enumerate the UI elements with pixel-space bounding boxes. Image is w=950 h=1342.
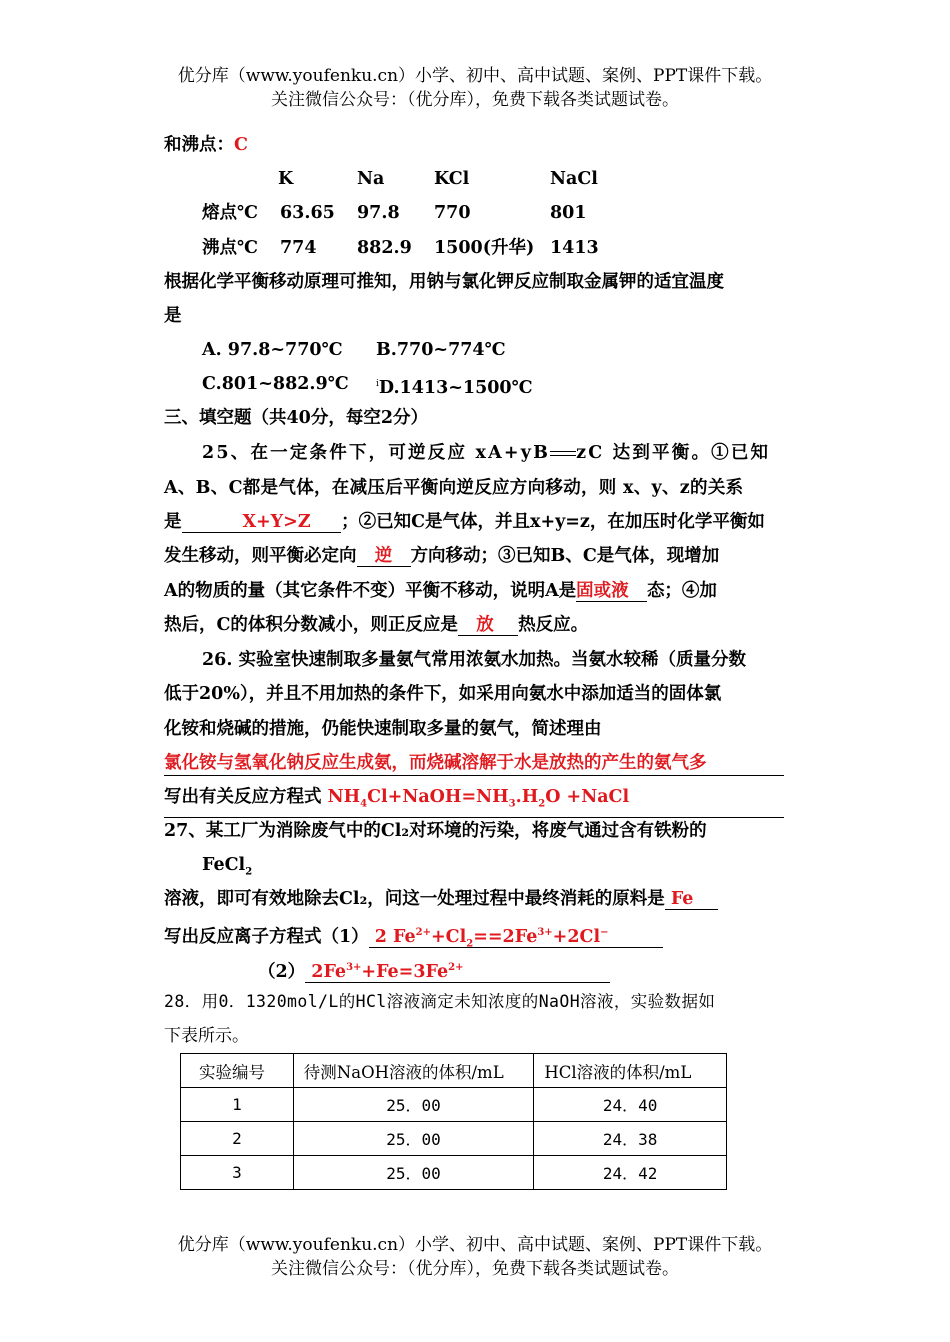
page-footer-line2: 关注微信公众号：（优分库），免费下载各类试题试卷。: [271, 1259, 679, 1279]
q27-line1: 27、某工厂为消除废气中的Cl₂对环境的污染，将废气通过含有铁粉的: [164, 821, 707, 841]
q26-eq-part2: Cl+NaOH=NH: [367, 787, 509, 807]
q25-line6-b: 热反应。: [518, 615, 589, 635]
q27-fecl-sub: 2: [245, 866, 253, 878]
option-d-mark: i: [376, 379, 379, 389]
q25-line1-b: zC 达到平衡。①已知: [576, 443, 771, 463]
q25-line3-a: 是: [164, 512, 182, 532]
section-3-title: 三、填空题（共40分，每空2分）: [164, 408, 429, 428]
q27-eq1-a: 2 Fe: [374, 926, 416, 947]
table-row: [181, 1122, 727, 1156]
q27-eq1-c: +Cl: [431, 926, 467, 947]
page-footer-line1: 优分库（www.youfenku.cn）小学、初中、高中试题、案例、PPT课件下载。: [177, 1235, 773, 1255]
col-nacl: NaCl: [550, 169, 598, 189]
q24-question-line2: 是: [164, 306, 182, 326]
q25-line5-a: A的物质的量（其它条件不变）平衡不移动，说明A是: [164, 581, 577, 601]
q25-line1: [202, 441, 770, 465]
q27-eq1-g: +2Cl: [552, 926, 601, 947]
col-na: Na: [357, 169, 385, 189]
melting-k: 63.65: [280, 203, 335, 223]
col-k: K: [278, 169, 294, 189]
boiling-kcl: 1500(升华): [434, 238, 535, 258]
q26-eq-part4: O +NaCl: [545, 787, 630, 807]
equilibrium-arrow-icon: [550, 449, 576, 458]
q26-eq-sub3: 2: [538, 798, 546, 810]
q24-question-line1: 根据化学平衡移动原理可推知，用钠与氯化钾反应制取金属钾的适宜温度: [164, 272, 724, 292]
q25-line6: [164, 613, 588, 637]
q25-line5: [164, 579, 717, 603]
table-row: [181, 1088, 727, 1122]
q26-equation-line: [164, 785, 784, 818]
boiling-nacl: 1413: [550, 238, 599, 258]
row1-naoh: 25．00: [293, 1088, 534, 1122]
q27-line5: [258, 956, 610, 984]
q26-reason-line: [164, 751, 784, 776]
q25-line3: [164, 510, 765, 534]
q26-eq-part3: .H: [515, 787, 539, 807]
q27-fecl: FeCl: [202, 855, 246, 875]
q25-line4: [164, 544, 719, 568]
melting-na: 97.8: [357, 203, 400, 223]
q27-eq1-e: ==2Fe: [473, 926, 538, 947]
q27-eq2-label: （2）: [258, 961, 306, 982]
row2-no: 2: [181, 1122, 294, 1156]
q26-equation-label: 写出有关反应方程式: [164, 787, 322, 807]
q26-equation: [327, 787, 630, 810]
header-naoh-volume: 待测NaOH溶液的体积/mL: [293, 1054, 534, 1088]
q25-answer-2: 逆: [374, 546, 393, 566]
row2-naoh: 25．00: [293, 1122, 534, 1156]
q27-eq2-d: 2+: [448, 962, 464, 973]
q24-intro: [164, 133, 248, 157]
q27-eq1-h: −: [600, 927, 609, 938]
q26-reason: 氯化铵与氢氧化钠反应生成氨，而烧碱溶解于水是放热的产生的氨气多: [164, 753, 707, 773]
row3-no: 3: [181, 1156, 294, 1190]
q25-line3-b: ；②已知C是气体，并且x+y=z，在加压时化学平衡如: [341, 512, 765, 532]
table-header-row: [181, 1054, 727, 1088]
q28-line1: 28．用0．1320mol/L的HCl溶液滴定未知浓度的NaOH溶液，实验数据如: [164, 992, 716, 1011]
option-c: C.801~882.9℃: [202, 374, 349, 394]
q27-eq2: [311, 962, 463, 982]
q27-eq2-a: 2Fe: [311, 961, 347, 982]
q27-eq1: [374, 926, 609, 950]
q26-eq-sub2: 3: [508, 798, 516, 810]
q25-answer-1: X+Y>Z: [242, 512, 311, 532]
q27-eq1-d: 2: [466, 938, 474, 950]
q25-line4-a: 发生移动，则平衡必定向: [164, 546, 357, 566]
q27-line2: [202, 853, 252, 885]
q25-line4-b: 方向移动；③已知B、C是气体，现增加: [410, 546, 720, 566]
q25-answer-4: 放: [476, 615, 494, 635]
q25-answer-3: 固或液: [576, 581, 629, 601]
page-header-line1: 优分库（www.youfenku.cn）小学、初中、高中试题、案例、PPT课件下载。: [177, 66, 773, 86]
q27-line3: [164, 887, 718, 911]
melting-nacl: 801: [550, 203, 587, 223]
q24-intro-text: 和沸点：: [164, 135, 234, 155]
experiment-table: [180, 1053, 727, 1190]
q27-eq2-b: 3+: [346, 962, 362, 973]
header-hcl-volume: HCl溶液的体积/mL: [534, 1054, 727, 1088]
option-b: B.770~774℃: [376, 340, 506, 360]
row-boiling-label: 沸点℃: [202, 238, 258, 258]
q26-eq-sub1: 4: [360, 798, 368, 810]
row3-naoh: 25．00: [293, 1156, 534, 1190]
page-header-line2: 关注微信公众号：（优分库），免费下载各类试题试卷。: [271, 90, 679, 110]
header-experiment-no: 实验编号: [181, 1054, 294, 1088]
row1-hcl: 24．40: [534, 1088, 727, 1122]
q27-eq1-b: 2+: [415, 927, 431, 938]
option-d-text: D.1413~1500℃: [378, 377, 533, 398]
q27-answer: Fe: [670, 889, 694, 909]
q24-answer: C: [234, 135, 248, 155]
q25-line1-a: 25、在一定条件下，可逆反应 xA+yB: [202, 443, 551, 463]
q26-line3: 化铵和烧碱的措施，仍能快速制取多量的氨气，简述理由: [164, 719, 602, 739]
melting-kcl: 770: [434, 203, 471, 223]
q27-line3-a: 溶液，即可有效地除去Cl₂，问这一处理过程中最终消耗的原料是: [164, 889, 665, 909]
q26-eq-part1: NH: [327, 787, 361, 807]
row-melting-label: 熔点℃: [202, 203, 258, 223]
q27-eq2-c: +Fe=3Fe: [361, 961, 449, 982]
option-a: A. 97.8~770℃: [202, 340, 343, 360]
row2-hcl: 24．38: [534, 1122, 727, 1156]
row1-no: 1: [181, 1088, 294, 1122]
q26-line1: 26. 实验室快速制取多量氨气常用浓氨水加热。当氨水较稀（质量分数: [202, 650, 747, 670]
q25-line2: A、B、C都是气体，在减压后平衡向逆反应方向移动，则 x、y、z的关系: [164, 478, 744, 498]
q28-line2: 下表所示。: [164, 1026, 249, 1046]
table-row: [181, 1156, 727, 1190]
boiling-k: 774: [280, 238, 317, 258]
q27-eq1-f: 3+: [537, 927, 553, 938]
col-kcl: KCl: [434, 169, 470, 189]
q25-line6-a: 热后，C的体积分数减小，则正反应是: [164, 615, 458, 635]
q27-eq1-label: 写出反应离子方程式（1）: [164, 926, 369, 947]
boiling-na: 882.9: [357, 238, 412, 258]
row3-hcl: 24．42: [534, 1156, 727, 1190]
q27-line4: [164, 921, 663, 956]
option-d: [376, 372, 533, 400]
q26-line2: 低于20%），并且不用加热的条件下，如采用向氨水中添加适当的固体氯: [164, 684, 722, 704]
q25-line5-b: 态；④加: [646, 581, 717, 601]
